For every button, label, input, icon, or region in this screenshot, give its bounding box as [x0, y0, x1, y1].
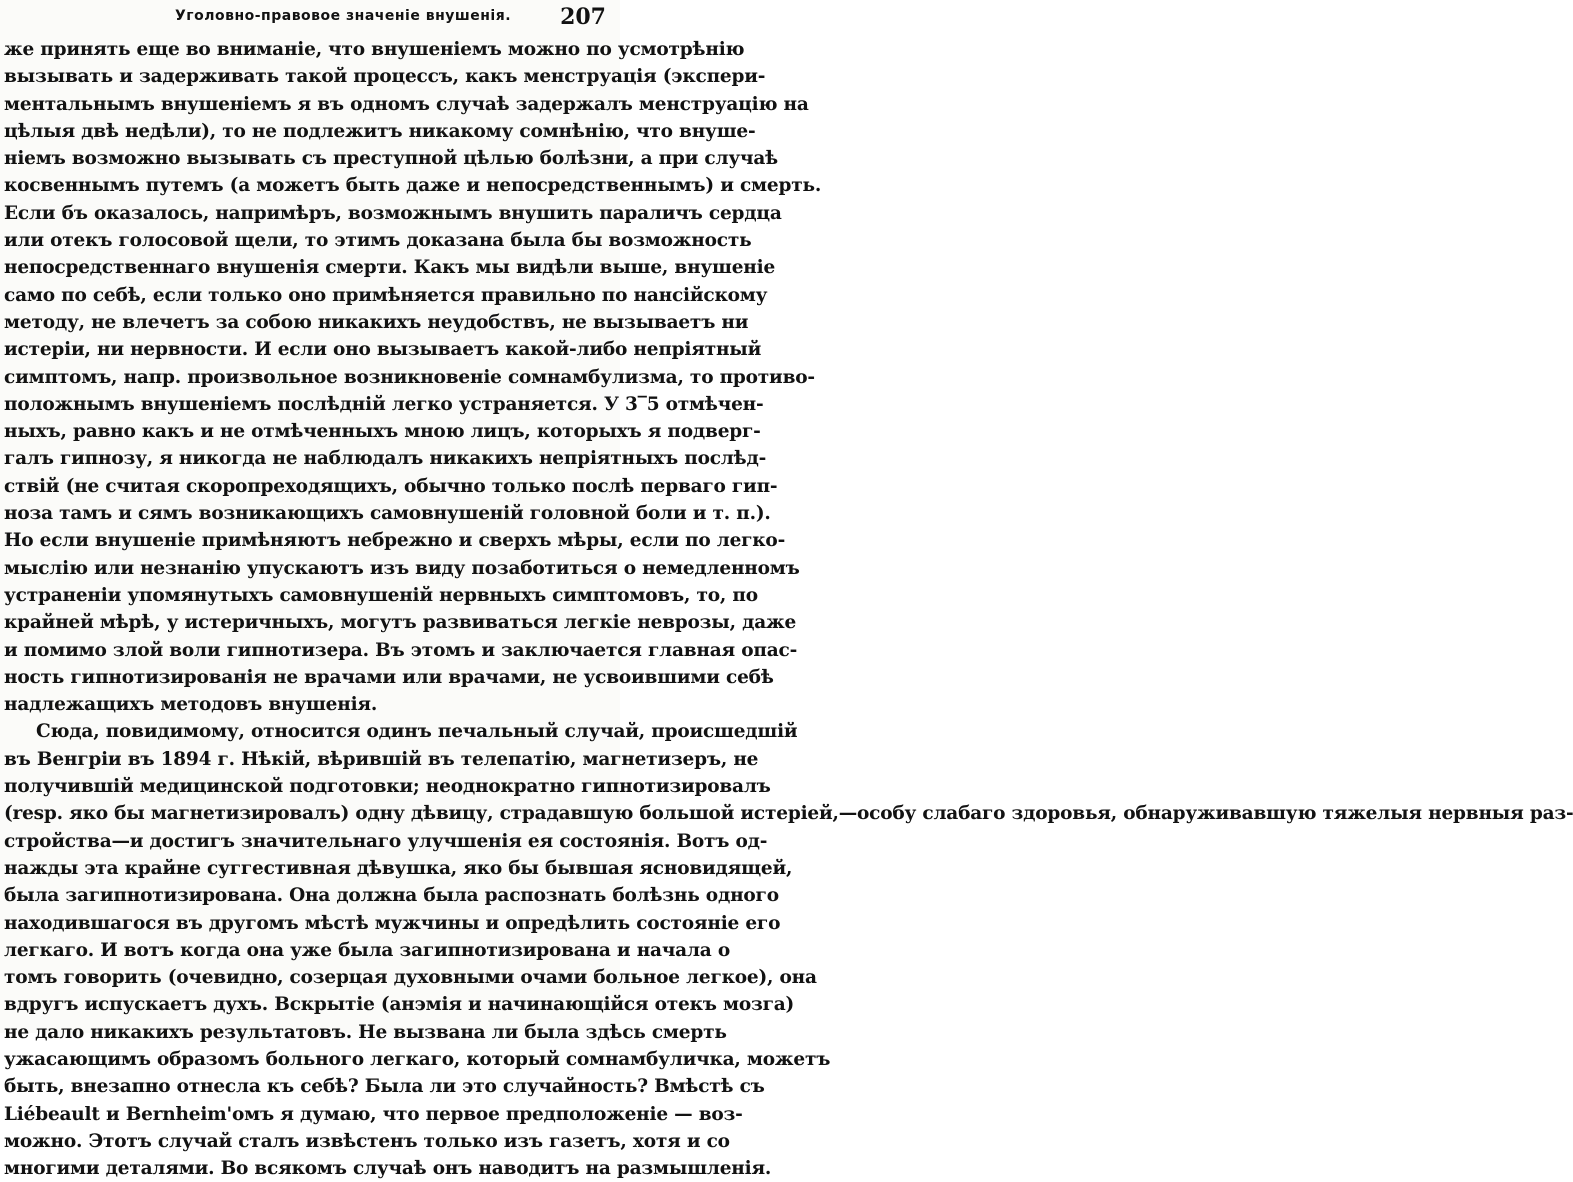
- text-line: методу, не влечетъ за собою никакихъ неудобствъ, не вызываетъ ни: [4, 311, 749, 333]
- text-line: можно. Этотъ случай сталъ извѣстенъ только изъ газетъ, хотя и со: [4, 1130, 730, 1152]
- text-line: находившагося въ другомъ мѣстѣ мужчины и опредѣлить состояніе его: [4, 912, 781, 934]
- text-line: легкаго. И вотъ когда она уже была загипнотизирована и начала о: [4, 939, 730, 961]
- text-line: косвеннымъ путемъ (а можетъ быть даже и непосредственнымъ) и смерть.: [4, 175, 822, 197]
- text-line: быть, внезапно отнесла къ себѣ? Была ли это случайность? Вмѣстѣ съ: [4, 1076, 765, 1098]
- text-line: надлежащихъ методовъ внушенія.: [4, 694, 378, 716]
- text-line: томъ говорить (очевидно, созерцая духовными очами больное легкое), она: [4, 967, 817, 989]
- text-line: ніемъ возможно вызывать съ преступной цѣлью болѣзни, а при случаѣ: [4, 148, 778, 170]
- text-line: истеріи, ни нервности. И если оно вызываетъ какой-либо непріятный: [4, 339, 762, 361]
- text-line: положнымъ внушеніемъ послѣдній легко устраняется. У 3‾5 отмѣчен-: [4, 393, 764, 415]
- text-line: вдругъ испускаетъ духъ. Вскрытіе (анэмія и начинающійся отекъ мозга): [4, 994, 795, 1016]
- page-header: [0, 4, 620, 34]
- text-line: или отекъ голосовой щели, то этимъ доказана была бы возможность: [4, 230, 752, 252]
- text-line: нажды эта крайне суггестивная дѣвушка, яко бы бывшая ясновидящей,: [4, 857, 793, 879]
- running-title: Уголовно-правовое значеніе внушенія.: [175, 8, 512, 24]
- text-line: была загипнотизирована. Она должна была распознать болѣзнь одного: [4, 885, 779, 907]
- text-line: цѣлыя двѣ недѣли), то не подлежитъ никакому сомнѣнію, что внуше-: [4, 120, 756, 142]
- text-line: въ Венгріи въ 1894 г. Нѣкій, вѣрившій въ телепатію, магнетизеръ, не: [4, 748, 759, 770]
- text-line: ность гипнотизированія не врачами или врачами, не усвоившими себѣ: [4, 666, 774, 688]
- text-line: и помимо злой воли гипнотизера. Въ этомъ и заключается главная опас-: [4, 639, 798, 661]
- text-line: само по себѣ, если только оно примѣняется правильно по нансійскому: [4, 284, 768, 306]
- text-line: же принять еще во вниманіе, что внушеніемъ можно по усмотрѣнію: [4, 39, 745, 60]
- text-line: крайней мѣрѣ, у истеричныхъ, могутъ развиваться легкіе неврозы, даже: [4, 612, 797, 634]
- text-line: ствій (не считая скоропреходящихъ, обычно только послѣ перваго гип-: [4, 475, 778, 497]
- text-line: Если бъ оказалось, напримѣръ, возможнымъ внушить параличъ сердца: [4, 202, 782, 224]
- text-line: Сюда, повидимому, относится одинъ печальный случай, происшедшій: [36, 721, 798, 743]
- text-line: ужасающимъ образомъ больного легкаго, который сомнамбуличка, можетъ: [4, 1048, 831, 1070]
- text-line: устраненіи упомянутыхъ самовнушеній нервныхъ симптомовъ, то, по: [4, 584, 758, 606]
- text-line: (resp. яко бы магнетизировалъ) одну дѣвицу, страдавшую большой истеріей,—особу слабаго здоровья, обнаруживавшую тяжелыя нервныя раз-: [4, 803, 1573, 825]
- body-text: [4, 36, 1573, 1182]
- text-line: получившій медицинской подготовки; неоднократно гипнотизировалъ: [4, 776, 771, 798]
- text-line: вызывать и задерживать такой процессъ, какъ менструація (экспери-: [4, 66, 766, 88]
- text-line: стройства—и достигъ значительнаго улучшенія ея состоянія. Вотъ од-: [4, 830, 768, 852]
- page-number: 207: [560, 4, 606, 30]
- text-line: ноза тамъ и сямъ возникающихъ самовнушеній головной боли и т. п.).: [4, 503, 771, 525]
- text-line: Liébeault и Bernheim'омъ я думаю, что первое предположеніе — воз-: [4, 1103, 743, 1125]
- text-line: Но если внушеніе примѣняютъ небрежно и сверхъ мѣры, если по легко-: [4, 530, 786, 552]
- text-line: мыслію или незнанію упускаютъ изъ виду позаботиться о немедленномъ: [4, 557, 800, 579]
- text-line: ментальнымъ внушеніемъ я въ одномъ случаѣ задержалъ менструацію на: [4, 93, 809, 115]
- text-line: симптомъ, напр. произвольное возникновеніе сомнамбулизма, то противо-: [4, 366, 815, 388]
- text-line: галъ гипнозу, я никогда не наблюдалъ никакихъ непріятныхъ послѣд-: [4, 448, 767, 470]
- text-line: многими деталями. Во всякомъ случаѣ онъ наводитъ на размышленія.: [4, 1158, 772, 1180]
- text-line: не дало никакихъ результатовъ. Не вызвана ли была здѣсь смерть: [4, 1021, 727, 1043]
- text-line: ныхъ, равно какъ и не отмѣченныхъ мною лицъ, которыхъ я подверг-: [4, 421, 761, 443]
- text-line: непосредственнаго внушенія смерти. Какъ мы видѣли выше, внушеніе: [4, 257, 776, 279]
